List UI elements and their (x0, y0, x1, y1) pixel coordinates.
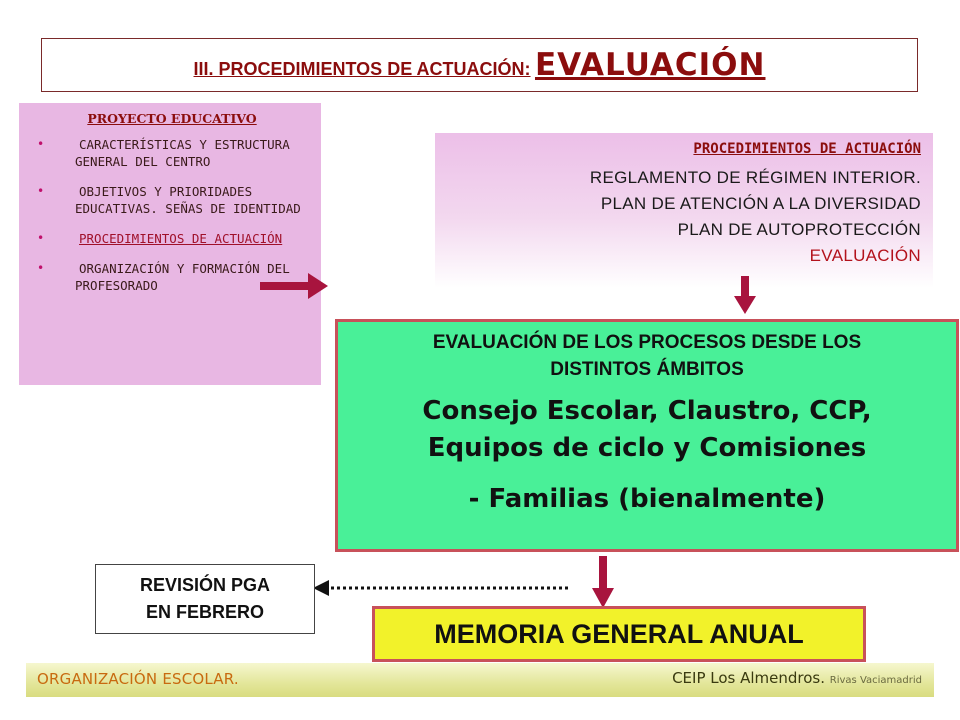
footer-right-text (672, 669, 922, 687)
procedimientos-panel (435, 133, 933, 288)
title-main: EVALUACIÓN (534, 47, 766, 83)
list-item (31, 136, 313, 170)
procedimientos-line: REGLAMENTO DE RÉGIMEN INTERIOR. (589, 168, 921, 187)
revision-pga-box (95, 564, 315, 634)
proyecto-educativo-panel (19, 103, 321, 385)
footer-left-text: ORGANIZACIÓN ESCOLAR. (37, 670, 239, 688)
revision-line-1: REVISIÓN PGA (139, 575, 271, 595)
title-prefix: III. PROCEDIMIENTOS DE ACTUACIÓN: (193, 59, 531, 79)
proyecto-list (31, 136, 313, 294)
bullet-icon: • (37, 137, 45, 151)
title-box (41, 38, 918, 92)
proyecto-heading: PROYECTO EDUCATIVO (87, 111, 257, 126)
list-item (31, 183, 313, 217)
down-arrow-icon (592, 556, 614, 608)
revision-line-2: EN FEBRERO (145, 602, 264, 622)
list-item-text: ORGANIZACIÓN Y FORMACIÓN DEL PROFESORADO (75, 261, 290, 293)
list-item-text: CARACTERÍSTICAS Y ESTRUCTURA GENERAL DEL CENTRO (75, 137, 290, 169)
evaluacion-procesos-box (335, 319, 959, 552)
evaluacion-heading-2: DISTINTOS ÁMBITOS (550, 359, 744, 380)
evaluacion-organos-1: Consejo Escolar, Claustro, CCP, (422, 396, 872, 426)
down-arrow-icon (734, 276, 756, 314)
procedimientos-line-evaluacion: EVALUACIÓN (809, 246, 921, 265)
dotted-left-arrow-icon (313, 578, 573, 598)
procedimientos-line: PLAN DE ATENCIÓN A LA DIVERSIDAD (600, 194, 921, 213)
procedimientos-line: PLAN DE AUTOPROTECCIÓN (677, 220, 921, 239)
evaluacion-heading-1: EVALUACIÓN DE LOS PROCESOS DESDE LOS (432, 332, 862, 353)
footer-bar (26, 663, 934, 697)
footer-school: CEIP Los Almendros. (672, 669, 825, 687)
footer-city: Rivas Vaciamadrid (829, 675, 922, 686)
list-item[interactable] (31, 230, 313, 247)
bullet-icon: • (37, 184, 45, 198)
bullet-icon: • (37, 261, 45, 275)
right-arrow-icon (260, 273, 330, 299)
procedimientos-link[interactable]: PROCEDIMIENTOS DE ACTUACIÓN (79, 231, 283, 246)
list-item-text: OBJETIVOS Y PRIORIDADES EDUCATIVAS. SEÑAS DE IDENTIDAD (75, 184, 301, 216)
procedimientos-heading: PROCEDIMIENTOS DE ACTUACIÓN (693, 141, 921, 157)
evaluacion-organos-2: Equipos de ciclo y Comisiones (427, 433, 867, 463)
bullet-icon: • (37, 231, 45, 245)
memoria-general-anual-box: MEMORIA GENERAL ANUAL (372, 606, 866, 662)
title-line (42, 47, 917, 83)
evaluacion-familias: - Familias (bienalmente) (468, 484, 826, 514)
